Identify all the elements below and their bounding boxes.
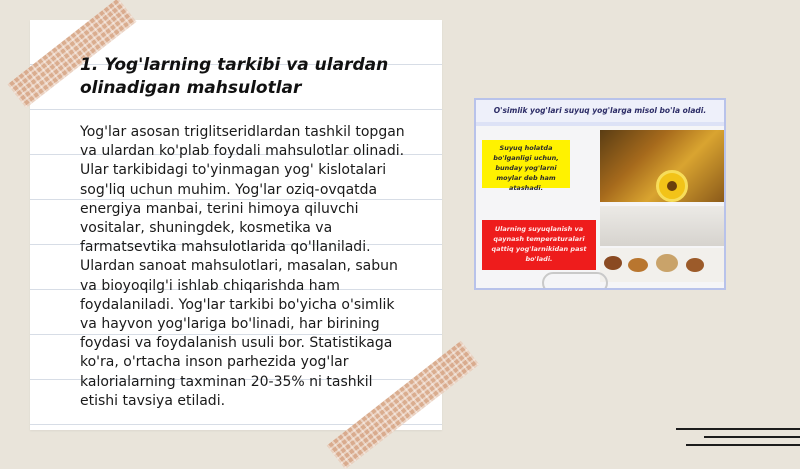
watermark-badge bbox=[542, 272, 608, 290]
illustration-card bbox=[474, 98, 726, 290]
slide-title: 1. Yog'larning tarkibi va ulardan olinadigan mahsulotlar bbox=[80, 55, 389, 98]
decorative-line-2 bbox=[704, 436, 800, 438]
body-paragraph: Yog'lar asosan triglitseridlardan tashkil topgan va ulardan ko'plab foydali mahsulotlar olinadi. Ular tarkibidagi to'yinmagan yog' kislotalari sog'liq uchun muhim. Yog'lar oziq-ovqatda energiya manbai, terini himoya qiluvchi vositalar, shuningdek, kosmetika va farmatsevtika mahsulotlarida qo'llaniladi. Ulardan sanoat mahsulotlari, masalan, sabun va bioyoqilg'i ishlab chiqarishda ham foydalaniladi. Yog'lar tarkibi bo'yicha o'simlik va hayvon yog'lariga bo'linadi, har birining foydasi va foydalanish usuli bor. Statistikaga ko'ra, o'rtacha inson parhezida yog'lar kalorialarning taxminan 20-35% ni tashkil etishi tavsiya etiladi. bbox=[80, 124, 405, 409]
header-divider bbox=[476, 122, 724, 126]
illustration-header: O'simlik yog'lari suyuq yog'larga misol bo'la oladi. bbox=[476, 100, 724, 123]
mortar-photo bbox=[600, 206, 724, 246]
red-note: Ularning suyuqlanish va qaynash temperaturalari qattiq yog'larnikidan past bo'ladi. bbox=[482, 220, 596, 270]
yellow-note: Suyuq holatda bo'lganligi uchun, bunday yog'larni moylar deb ham atashadi. bbox=[482, 140, 570, 188]
sunflower-icon bbox=[656, 170, 688, 202]
nuts-photo bbox=[600, 248, 724, 282]
decorative-line-1 bbox=[676, 428, 800, 430]
decorative-line-3 bbox=[686, 444, 800, 446]
